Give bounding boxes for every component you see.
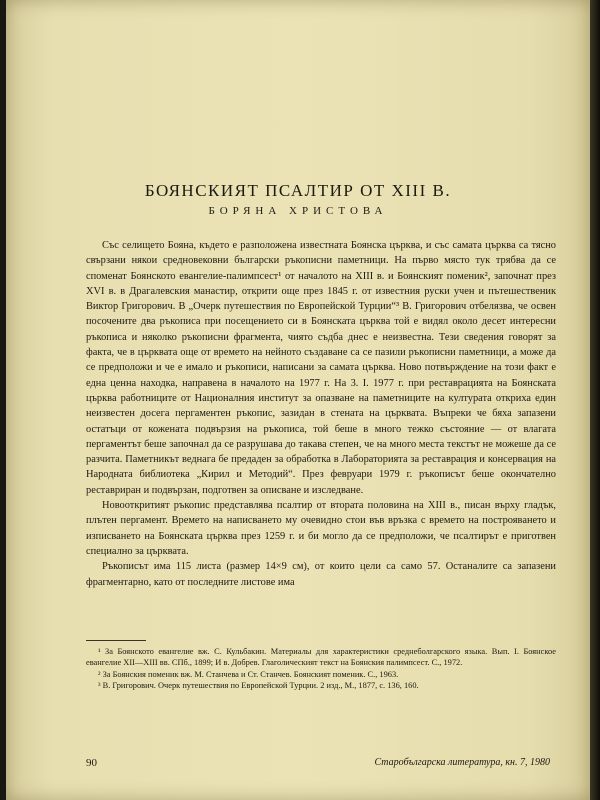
page-edge-shadow [590,0,600,800]
journal-running-footer: Старобългарска литература, кн. 7, 1980 [374,757,550,768]
footnote-2: ² За Боянския поменик вж. М. Станчева и Ст. Станчев. Боянският поменик. С., 1963. [98,669,399,679]
footnote-3: ³ В. Григорович. Очерк путешествия по Европейской Турции. 2 изд., М., 1877, с. 136, 160. [98,681,419,691]
footnote-divider [86,640,146,641]
paragraph-3: Ръкописът има 115 листа (размер 14×9 см), от които цели са само 57. Останалите са запазени фрагментарно, като от последните листове има [86,561,556,588]
article-author: БОРЯНА ХРИСТОВА [208,205,388,217]
footnote-1: ¹ За Боянското евангелие вж. С. Кульбакин. Материалы для характеристики среднеболгарского языка. Вып. I. Боянское евангелие XII—XIII вв. СПб., 1899; И в. Добрев. Глаголическият текст на Боянския палимпсест. С., 1972. [86,647,556,668]
paragraph-1: Със селището Бояна, където е разположена известната Боянска църква, и със самата църква са тясно свързани някои средновековни български ръкописни паметници. На първо място тук трябва да се споменат Боянското евангелие-палимпсест¹ от началото на XIII в. и Боянският поменик², започнат през XVI в. в Драгалевския манастир, открити още през 1845 г. от известния руски учен и пътешественик Виктор Григорович. В „Очерк путешествия по Европейской Турции“³ В. Григорович отбелязва, че освен посочените два ръкописа при посещението си в Боянската църква той е видял около десет интересни ръкописа и няколко ръкописни фрагмента, чиято съдба днес е неизвестна. Тези сведения говорят за факта, че в църквата още от времето на нейното създаване са се пазили ръкописни паметници, а може да се предположи и че е имало и ръкописи, написани за самата църква. Ново потвърждение на този факт е една ценна находка, направена в началото на 1977 г. На 3. I. 1977 г. при реставрацията на Боянската църква работниците от Националния институт за опазване на паметниците на културата откриха един неизвестен досега пергаментен ръкопис, зазидан в стената на църквата. Въпреки че бяха запазени остатъци от кожената подвързия на ръкописа, той беше в много тежко състояние — от влагата пергаментът беше започнал да се разрушава до такава степен, че на много места текстът не можеше да се разчита. Паметникът веднага бе предаден за обработка в Лабораторията за реставрация и консервация на Народната библиотека „Кирил и Методий“. През февруари 1979 г. ръкописът беше окончателно реставриран и подвързан, подготвен за описване и изследване. [86,240,556,496]
footnotes [86,646,556,692]
article-title: БОЯНСКИЯТ ПСАЛТИР ОТ XIII В. [144,181,452,201]
article-body [86,238,556,590]
paragraph-2: Новооткритият ръкопис представлява псалтир от втората половина на XIII в., писан върху гладък, плътен пергамент. Времето на написването му очевидно стои във връзка с времето на построяването и изписването на Боянската църква през 1259 г. и би могло да се предположи, че псалтирът е приготвен специално за църквата. [86,500,556,557]
page-number: 90 [86,757,97,769]
book-page [6,0,590,800]
